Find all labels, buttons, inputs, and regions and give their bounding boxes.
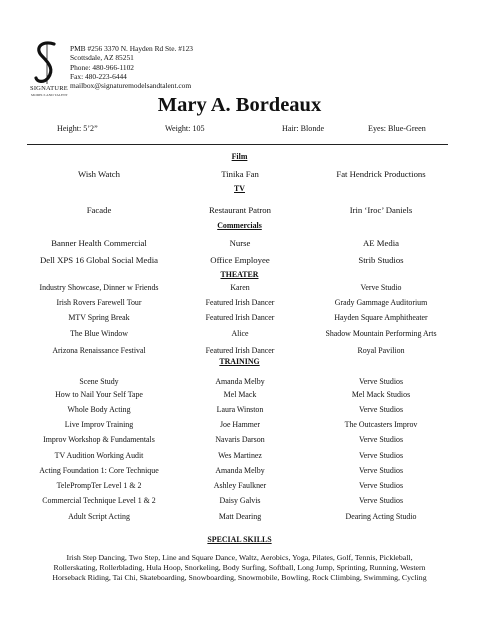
training-studio: Verve Studios: [358, 405, 404, 414]
training-instructor: Joe Hammer: [219, 420, 261, 429]
section-heading-film: Film: [231, 152, 248, 161]
credit-row: [0, 238, 479, 250]
training-course: How to Nail Your Self Tape: [55, 390, 143, 399]
credit-role: Alice: [231, 329, 249, 338]
skills-line: Rollerskating, Rollerblading, Hula Hoop, Snorkeling, Body Surfing, Softball, Long Jump, Sprinting, Running, Western: [53, 563, 426, 573]
credit-role: Office Employee: [210, 255, 270, 265]
training-studio: Verve Studios: [358, 377, 404, 386]
credit-company: Verve Studio: [360, 283, 402, 292]
logo-name: SIGNATURE: [30, 85, 68, 92]
training-row: [0, 405, 479, 417]
credit-row: [0, 329, 479, 341]
training-row: [0, 390, 479, 402]
training-row: [0, 512, 479, 524]
training-instructor: Navaris Darson: [215, 435, 265, 444]
credit-company: AE Media: [363, 238, 399, 248]
training-instructor: Amanda Melby: [215, 377, 265, 386]
actor-name: Mary A. Bordeaux: [157, 94, 322, 116]
credit-company: Hayden Square Amphitheater: [334, 313, 428, 322]
section-heading-special-skills: SPECIAL SKILLS: [207, 535, 272, 544]
agency-phone: Phone: 480-966-1102: [70, 62, 134, 72]
credit-company: Shadow Mountain Performing Arts: [325, 329, 437, 338]
training-instructor: Ashley Faulkner: [213, 481, 267, 490]
section-heading-training: TRAINING: [219, 357, 260, 366]
credit-row: [0, 205, 479, 217]
credit-title: Facade: [86, 205, 112, 215]
credit-row: [0, 313, 479, 325]
signature-s-logo-icon: [30, 40, 66, 86]
credit-company: Fat Hendrick Productions: [336, 169, 426, 179]
logo-tagline: MODELS AND TALENT: [31, 93, 68, 97]
training-course: TV Audition Working Audit: [54, 451, 144, 460]
credit-row: [0, 283, 479, 295]
training-course: Acting Foundation 1: Core Technique: [39, 466, 159, 475]
credit-role: Nurse: [229, 238, 251, 248]
training-course: TelePrompTer Level 1 & 2: [56, 481, 142, 490]
agency-contact: [70, 44, 193, 90]
section-heading-commercials: Commercials: [217, 221, 262, 230]
training-studio: Verve Studios: [358, 435, 404, 444]
training-row: [0, 420, 479, 432]
credit-company: Royal Pavilion: [357, 346, 405, 355]
credit-role: Featured Irish Dancer: [205, 346, 275, 355]
credit-title: Banner Health Commercial: [51, 238, 147, 248]
stat-hair: Hair: Blonde: [282, 124, 325, 133]
credit-title: Irish Rovers Farewell Tour: [56, 298, 142, 307]
special-skills-list: [0, 553, 479, 584]
stat-weight: Weight: 105: [165, 124, 205, 133]
credit-title: Dell XPS 16 Global Social Media: [40, 255, 158, 265]
training-row: [0, 481, 479, 493]
agency-address: PMB #256 3370 N. Hayden Rd Ste. #123: [70, 44, 193, 53]
training-instructor: Matt Dearing: [218, 512, 262, 521]
agency-email[interactable]: mailbox@signaturemodelsandtalent.com: [70, 81, 192, 91]
skills-line: Irish Step Dancing, Two Step, Line and Square Dance, Waltz, Aerobics, Yoga, Pilates, Golf, Tennis, Pickleball,: [66, 553, 413, 562]
credit-company: Strib Studios: [358, 255, 404, 265]
training-row: [0, 377, 479, 389]
training-course: Whole Body Acting: [67, 405, 131, 414]
training-course: Scene Study: [79, 377, 119, 386]
credit-role: Featured Irish Dancer: [205, 313, 275, 322]
training-row: [0, 466, 479, 478]
training-studio: Verve Studios: [358, 451, 404, 460]
credit-title: MTV Spring Break: [68, 313, 130, 322]
training-instructor: Wes Martinez: [218, 451, 262, 460]
credit-row: [0, 298, 479, 310]
agency-fax: Fax: 480-223-6444: [70, 71, 127, 81]
credit-row: [0, 169, 479, 181]
credit-title: Industry Showcase, Dinner w Friends: [39, 283, 159, 292]
training-studio: Mel Mack Studios: [351, 390, 411, 399]
training-studio: Verve Studios: [358, 496, 404, 505]
credit-role: Restaurant Patron: [208, 205, 272, 215]
credit-company: Grady Gammage Auditorium: [334, 298, 428, 307]
training-studio: Dearing Acting Studio: [345, 512, 417, 521]
credit-role: Tinika Fan: [221, 169, 259, 179]
training-course: Adult Script Acting: [68, 512, 130, 521]
stat-height: Height: 5’2”: [57, 124, 98, 133]
agency-city: Scottsdale, AZ 85251: [70, 53, 134, 63]
credit-title: The Blue Window: [70, 329, 128, 338]
training-row: [0, 496, 479, 508]
header-divider: [27, 144, 448, 145]
training-instructor: Amanda Melby: [215, 466, 265, 475]
training-instructor: Laura Winston: [216, 405, 264, 414]
credit-title: Arizona Renaissance Festival: [52, 346, 146, 355]
credit-company: Irin ‘Iroc’ Daniels: [349, 205, 413, 215]
training-studio: Verve Studios: [358, 481, 404, 490]
credit-title: Wish Watch: [78, 169, 120, 179]
training-instructor: Mel Mack: [223, 390, 257, 399]
training-course: Improv Workshop & Fundamentals: [43, 435, 155, 444]
training-course: Live Improv Training: [64, 420, 134, 429]
training-instructor: Daisy Galvis: [219, 496, 261, 505]
training-course: Commercial Technique Level 1 & 2: [42, 496, 156, 505]
stat-eyes: Eyes: Blue-Green: [368, 124, 426, 133]
training-row: [0, 435, 479, 447]
credit-role: Featured Irish Dancer: [205, 298, 275, 307]
section-heading-theater: THEATER: [220, 270, 259, 279]
skills-line: Horseback Riding, Tai Chi, Skateboarding, Snowboarding, Snowmobile, Bowling, Rock Climbing, Swimming, Cycling: [52, 573, 427, 583]
credit-role: Karen: [230, 283, 250, 292]
credit-row: [0, 255, 479, 267]
training-row: [0, 451, 479, 463]
section-heading-tv: TV: [234, 184, 245, 193]
training-studio: The Outcasters Improv: [344, 420, 418, 429]
training-studio: Verve Studios: [358, 466, 404, 475]
